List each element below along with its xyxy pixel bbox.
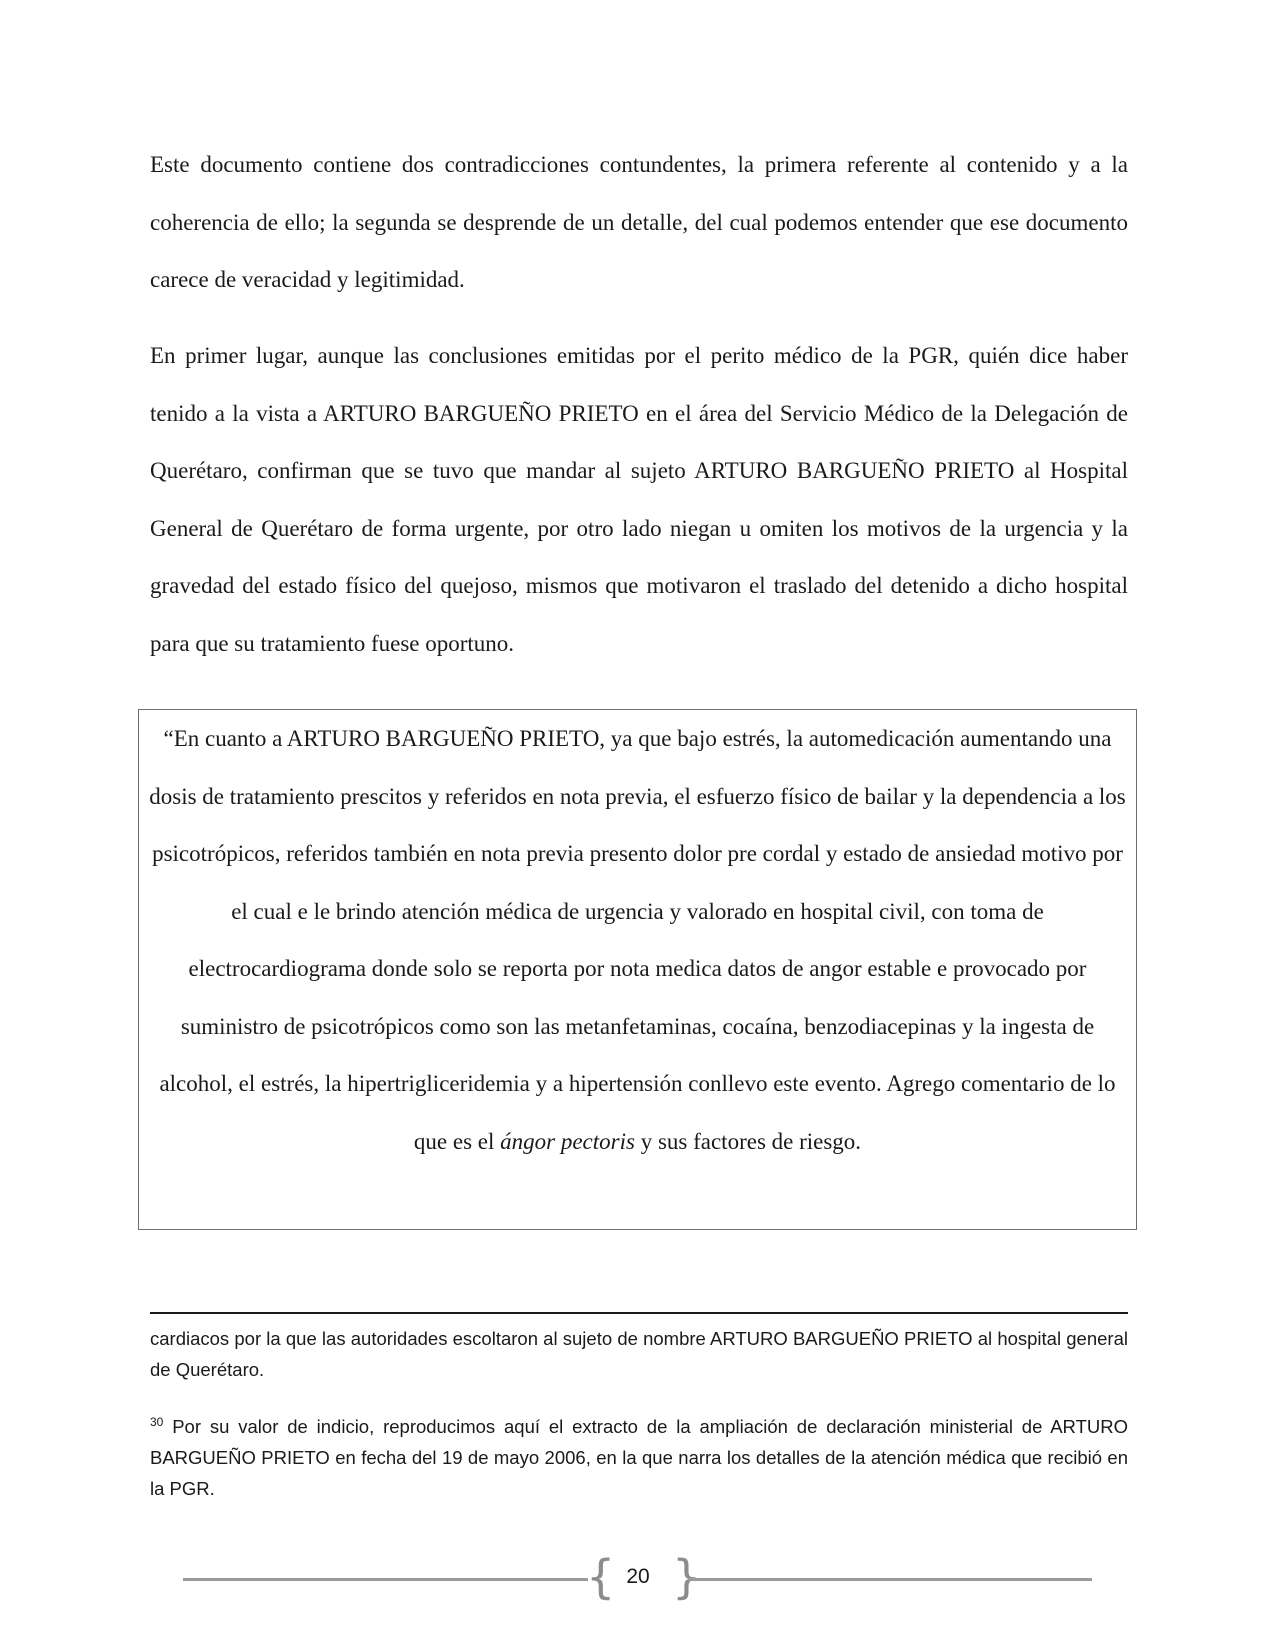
- quote-body: “En cuanto a ARTURO BARGUEÑO PRIETO, ya que bajo estrés, la automedicación aumentando una dosis de tratamiento prescitos y referidos en nota previa, el esfuerzo físico de bailar y la dependencia a los psicotrópicos, referidos también en nota previa presento dolor pre cordal y estado de ansiedad motivo por el cual e le brindo atención médica de urgencia y valorado en hospital civil, con toma de electrocardiograma donde solo se reporta por nota medica datos de angor estable e provocado por suministro de psicotrópicos como son las metanfetaminas, cocaína, benzodiacepinas y la ingesta de alcohol, el estrés, la hipertrigliceridemia y a hipertensión conllevo este evento. Agrego comentario de lo que es el: [149, 726, 1126, 1154]
- footer-rule-left: [183, 1578, 588, 1581]
- quote-text: [149, 710, 1126, 1170]
- footer-bracket-right: }: [672, 1550, 702, 1604]
- page-footer: [0, 1545, 1275, 1605]
- quote-italic-term: ángor pectoris: [500, 1128, 635, 1154]
- footnote-separator: [150, 1312, 1128, 1314]
- footnote-30-text: Por su valor de indicio, reproducimos aquí el extracto de la ampliación de declaración ministerial de ARTURO BARGUEÑO PRIETO en fecha del 19 de mayo 2006, en la que narra los detalles de la atención médica que recibió en la PGR.: [150, 1416, 1128, 1499]
- body-paragraph-1: Este documento contiene dos contradicciones contundentes, la primera referente al contenido y a la coherencia de ello; la segunda se desprende de un detalle, del cual podemos entender que ese documento carece de veracidad y legitimidad.: [150, 152, 1128, 292]
- footer-bracket-left: {: [586, 1550, 616, 1604]
- page-number: 20: [626, 1565, 650, 1588]
- quote-box: [138, 709, 1137, 1230]
- footer-rule-right: [688, 1578, 1092, 1581]
- footnote-30: [150, 1411, 1128, 1504]
- quote-tail: y sus factores de riesgo.: [634, 1128, 862, 1154]
- footnote-continuation: cardiacos por la que las autoridades escoltaron al sujeto de nombre ARTURO BARGUEÑO PRIETO al hospital general de Querétaro.: [150, 1328, 1128, 1380]
- footnote-number: 30: [150, 1414, 164, 1429]
- body-paragraph-2: En primer lugar, aunque las conclusiones emitidas por el perito médico de la PGR, quién dice haber tenido a la vista a ARTURO BARGUEÑO PRIETO en el área del Servicio Médico de la Delegación de Querétaro, confirman que se tuvo que mandar al sujeto ARTURO BARGUEÑO PRIETO al Hospital General de Querétaro de forma urgente, por otro lado niegan u omiten los motivos de la urgencia y la gravedad del estado físico del quejoso, mismos que motivaron el traslado del detenido a dicho hospital para que su tratamiento fuese oportuno.: [150, 343, 1128, 656]
